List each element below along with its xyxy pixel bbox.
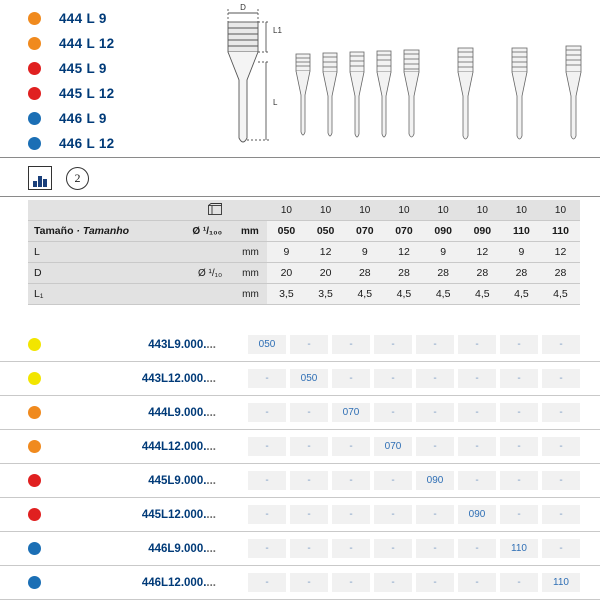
ref-cells [244,505,580,524]
color-dot-blue [28,137,41,150]
legend-item [0,31,200,56]
label-tamano-pt: · Tamanho [76,225,130,237]
svg-text:L1: L1 [273,26,282,35]
cell-L1: 4,5 [384,284,423,305]
cell-L1: 4,5 [424,284,463,305]
ref-cell: - [290,403,328,422]
cell-size: 110 [541,221,580,242]
cell-L: 9 [502,242,541,263]
cell-label-L1: L₁ [28,284,174,305]
bur-drawing-svg [200,0,600,158]
ref-cell: - [458,403,496,422]
legend-item [0,6,200,31]
table-row[interactable] [0,566,600,600]
cell-D: 28 [345,263,384,284]
cell-symbol [174,242,227,263]
legend-item [0,131,200,156]
icon-strip [0,160,600,196]
legend-item [0,106,200,131]
spec-table [28,200,580,305]
ref-cell: 090 [458,505,496,524]
table-row[interactable] [0,464,600,498]
box-icon [208,203,222,215]
ref-cell: - [542,437,580,456]
ref-cell: - [416,437,454,456]
divider-icons [0,196,600,197]
ref-cell: 110 [542,573,580,592]
ref-cells [244,437,580,456]
ref-code: 445L9.000.... [148,474,216,487]
ref-cell: 050 [248,335,286,354]
ref-cells [244,335,580,354]
ref-cell: - [248,369,286,388]
ref-cell: 070 [374,437,412,456]
color-dot-red [28,62,41,75]
cell-D: 28 [541,263,580,284]
color-dot-red [28,508,41,521]
quantity-badge: 2 [66,167,89,190]
packaging-icon [174,200,227,221]
ref-cell: - [542,403,580,422]
ref-code: 444L9.000.... [148,406,216,419]
color-dot-red [28,87,41,100]
legend-item-label: 446 L 9 [59,111,107,126]
ref-cell: 050 [290,369,328,388]
divider-top [0,157,600,158]
cell-L: 12 [463,242,502,263]
ref-cell: - [248,573,286,592]
table-row[interactable] [0,396,600,430]
color-dot-orange [28,12,41,25]
ref-cell: - [416,539,454,558]
ref-cell: - [416,505,454,524]
ref-cell: - [290,539,328,558]
cell-L: 12 [541,242,580,263]
ref-cell: - [332,573,370,592]
cell-qty: 10 [306,200,345,221]
cell-unit [226,200,267,221]
cell-D: 20 [306,263,345,284]
ref-cells [244,471,580,490]
table-row[interactable] [0,328,600,362]
color-dot-orange [28,406,41,419]
cell-label-L: L [28,242,174,263]
ref-cell: - [500,505,538,524]
ref-code: 443L9.000.... [148,338,216,351]
ref-code: 446L12.000.... [141,576,216,589]
ref-cell: - [248,471,286,490]
cell-qty: 10 [463,200,502,221]
ref-cells [244,369,580,388]
ref-cell: - [290,505,328,524]
legend-item-label: 444 L 12 [59,36,115,51]
legend-item [0,81,200,106]
ref-cell: - [500,403,538,422]
cell-L1: 4,5 [345,284,384,305]
ref-cells [244,403,580,422]
ref-code: 443L12.000.... [141,372,216,385]
legend-item-label: 446 L 12 [59,136,115,151]
table-row-length [28,242,580,263]
cell-qty: 10 [345,200,384,221]
ref-cell: - [374,403,412,422]
ref-cell: - [374,369,412,388]
ref-cell: - [332,437,370,456]
ref-cell: - [374,471,412,490]
ref-cell: - [416,573,454,592]
cell-size: 110 [502,221,541,242]
ref-cell: - [248,437,286,456]
ref-cell: - [458,539,496,558]
cell-qty: 10 [541,200,580,221]
cell-label [28,200,174,221]
cell-qty: 10 [384,200,423,221]
ref-cell: - [458,369,496,388]
ref-code: 445L12.000.... [141,508,216,521]
color-dot-yellow [28,372,41,385]
cell-L: 12 [384,242,423,263]
ref-cell: - [458,471,496,490]
cell-label-D: D [28,263,174,284]
ref-cell: - [332,369,370,388]
cell-label-size [28,221,174,242]
ref-cell: - [458,335,496,354]
bur-stand-bars [33,176,47,189]
cell-qty: 10 [502,200,541,221]
cell-size: 050 [306,221,345,242]
cell-symbol [174,284,227,305]
ref-code: 446L9.000.... [148,542,216,555]
cell-L1: 4,5 [502,284,541,305]
cell-D: 28 [463,263,502,284]
ref-cell: - [500,369,538,388]
label-tamano-es: Tamaño [34,225,74,237]
table-row-diameter [28,263,580,284]
cell-L: 9 [424,242,463,263]
cell-symbol-diameter: Ø ¹/₁₀₀ [174,221,227,242]
cell-size: 090 [424,221,463,242]
cell-qty: 10 [424,200,463,221]
cell-symbol-diameter: Ø ¹/₁₀ [174,263,227,284]
ref-cells [244,539,580,558]
ref-cell: - [458,573,496,592]
svg-text:D: D [240,3,246,12]
legend-item-label: 445 L 12 [59,86,115,101]
ref-cell: - [374,335,412,354]
ref-cell: - [458,437,496,456]
ref-cell: - [248,403,286,422]
ref-cell: - [248,539,286,558]
cell-size: 050 [267,221,306,242]
color-dot-blue [28,576,41,589]
legend-item [0,56,200,81]
cell-L: 9 [267,242,306,263]
cell-L: 12 [306,242,345,263]
table-row[interactable] [0,532,600,566]
ref-cell: - [542,505,580,524]
table-row[interactable] [0,362,600,396]
ref-cell: - [500,471,538,490]
table-row-L1 [28,284,580,305]
ref-cell: - [290,573,328,592]
cell-L: 9 [345,242,384,263]
ref-cell: - [332,505,370,524]
cell-size: 070 [345,221,384,242]
cell-D: 28 [424,263,463,284]
ref-cells [244,573,580,592]
ref-cell: - [542,369,580,388]
cell-L1: 4,5 [541,284,580,305]
cell-unit: mm [226,284,267,305]
ref-cell: 110 [500,539,538,558]
ref-cell: - [374,505,412,524]
ref-cell: - [416,369,454,388]
cell-D: 20 [267,263,306,284]
legend-item-label: 445 L 9 [59,61,107,76]
cell-unit: mm [226,221,267,242]
cell-size: 070 [384,221,423,242]
color-dot-blue [28,112,41,125]
ref-cell: - [332,539,370,558]
color-dot-orange [28,37,41,50]
cell-D: 28 [384,263,423,284]
legend-item-label: 444 L 9 [59,11,107,26]
ref-cell: - [542,539,580,558]
cell-D: 28 [502,263,541,284]
ref-cell: - [290,471,328,490]
bur-stand-icon [28,166,52,190]
legend-list [0,0,200,156]
cell-qty: 10 [267,200,306,221]
ref-cell: - [500,335,538,354]
table-row-size [28,221,580,242]
cell-size: 090 [463,221,502,242]
ref-cell: - [332,471,370,490]
table-row[interactable] [0,430,600,464]
ref-cell: - [374,573,412,592]
table-row-packaging [28,200,580,221]
ref-code: 444L12.000.... [141,440,216,453]
reference-list [0,328,600,600]
svg-text:L: L [273,98,278,107]
ref-cell: - [416,403,454,422]
ref-cell: - [542,335,580,354]
ref-cell: - [542,471,580,490]
cell-L1: 3,5 [267,284,306,305]
color-dot-yellow [28,338,41,351]
technical-drawing [200,0,600,158]
ref-cell: - [290,437,328,456]
ref-cell: - [500,573,538,592]
ref-cell: 090 [416,471,454,490]
cell-unit: mm [226,263,267,284]
ref-cell: - [290,335,328,354]
table-row[interactable] [0,498,600,532]
color-dot-red [28,474,41,487]
cell-L1: 3,5 [306,284,345,305]
ref-cell: - [248,505,286,524]
ref-cell: - [374,539,412,558]
ref-cell: - [416,335,454,354]
ref-cell: - [500,437,538,456]
color-dot-orange [28,440,41,453]
cell-L1: 4,5 [463,284,502,305]
ref-cell: - [332,335,370,354]
cell-unit: mm [226,242,267,263]
color-dot-blue [28,542,41,555]
ref-cell: 070 [332,403,370,422]
